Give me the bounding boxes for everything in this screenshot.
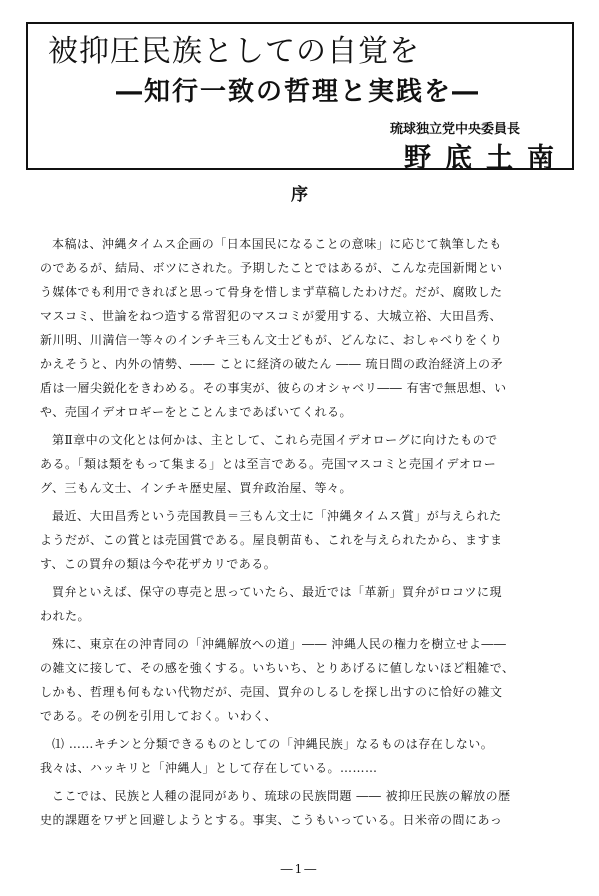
- body-line: ある。「類は類をもって集まる」とは至言である。売国マスコミと売国イデオロー: [40, 457, 497, 471]
- body-line: ようだが、この賞とは売国賞である。屋良朝苗も、これを与えられたから、ますま: [40, 533, 503, 547]
- body-line: われた。: [40, 609, 91, 623]
- body-line: 第Ⅱ章中の文化とは何かは、主として、これら売国イデオローグに向けたもので: [52, 433, 498, 447]
- body-line: 盾は一層尖鋭化をきわめる。その事実が、彼らのオシャベリ―― 有害で無思想、い: [40, 381, 507, 395]
- body-line: の雑文に接して、その感を強くする。いちいち、とりあげるに値しないほど粗雑で、: [40, 661, 515, 675]
- body-line: う媒体でも利用できればと思って骨身を惜しまず草稿したわけだ。だが、腐敗した: [40, 285, 503, 299]
- body-line: マスコミ、世論をねつ造する常習犯のマスコミが愛用する、大城立裕、大田昌秀、: [40, 309, 503, 323]
- body-line: グ、三もん文士、インチキ歴史屋、買弁政治屋、等々。: [40, 481, 353, 495]
- main-title: 被抑圧民族としての自覚を: [48, 34, 420, 69]
- body-line: 殊に、東京在の沖青同の「沖縄解放への道」―― 沖縄人民の権力を樹立せよ――: [52, 637, 507, 651]
- body-line: 本稿は、沖縄タイムス企画の「日本国民になることの意味」に応じて執筆したも: [52, 237, 502, 251]
- title-box: [26, 22, 574, 174]
- body-line: す、この買弁の類は今や花ザカリである。: [40, 557, 277, 571]
- body-line: や、売国イデオロギーをとことんまであばいてくれる。: [40, 405, 353, 419]
- body-line: 買弁といえば、保守の専売と思っていたら、最近では「革新」買弁がロコツに現: [52, 585, 503, 599]
- body-line: 最近、大田昌秀という売国教員＝三もん文士に「沖縄タイムス賞」が与えられた: [52, 509, 502, 523]
- body-line: 我々は、ハッキリと「沖縄人」として存在している。………: [40, 761, 378, 775]
- body-line: 史的課題をワザと回避しようとする。事実、こうもいっている。日米帝の間にあっ: [40, 813, 503, 827]
- body-line: ⑴ ……キチンと分類できるものとしての「沖縄民族」なるものは存在しない。: [52, 737, 494, 751]
- body-line: 新川明、川満信一等々のインチキ三もん文士どもが、どんなに、おしゃべりをくり: [40, 333, 503, 347]
- body-text: [40, 232, 568, 832]
- body-line: のであるが、結局、ボツにされた。予期したことではあるが、こんな売国新聞とい: [40, 261, 503, 275]
- page-number: ―1―: [280, 862, 319, 876]
- body-line: である。その例を引用しておく。いわく、: [40, 709, 278, 723]
- body-line: かえそうと、内外の情勢、―― ことに経済の破たん ―― 琉日間の政治経済上の矛: [40, 357, 503, 371]
- author-name: 野底土南: [404, 143, 568, 174]
- section-heading: 序: [291, 185, 308, 205]
- body-line: しかも、哲理も何もない代物だが、売国、買弁のしるしを探し出すのに恰好の雑文: [40, 685, 503, 699]
- body-line: ここでは、民族と人種の混同があり、琉球の民族問題 ―― 被抑圧民族の解放の歴: [52, 789, 511, 803]
- subtitle: ―知行一致の哲理と実践を―: [116, 77, 481, 107]
- author-role: 琉球独立党中央委員長: [390, 122, 521, 137]
